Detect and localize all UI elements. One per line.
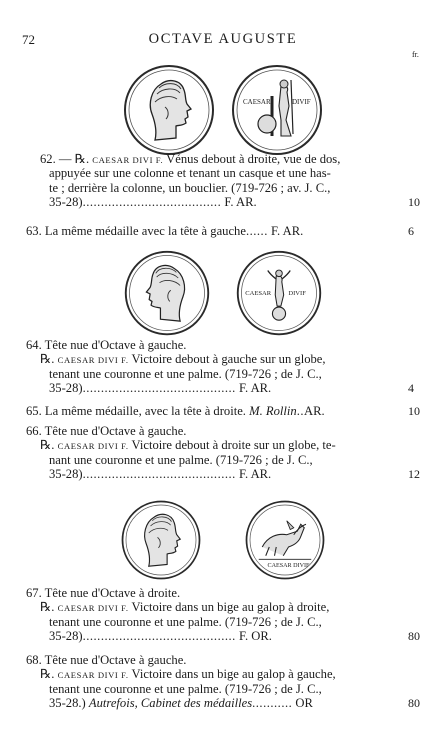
coin-head-left-icon xyxy=(122,248,212,338)
page-number: 72 xyxy=(22,32,35,47)
obverse-description: Tête nue d'Octave à gauche. xyxy=(44,653,187,667)
catalog-entry-65 xyxy=(26,404,420,418)
grade: F. OR. xyxy=(238,628,272,643)
grade: F. AR. xyxy=(224,194,257,209)
grade: F. AR. xyxy=(238,466,272,481)
leader-dots: .......................................... xyxy=(82,466,236,481)
reverse-symbol: ℞. xyxy=(40,352,55,367)
coin-pair-1 xyxy=(0,62,446,158)
running-head: OCTAVE AUGUSTE xyxy=(148,31,298,47)
currency-column-label: fr. xyxy=(412,50,419,59)
coin-legend: CAESAR DIVI F. xyxy=(57,670,129,681)
leader-dots: .......................................... xyxy=(82,628,236,643)
coin-legend: CAESAR DIVI F. xyxy=(57,355,129,366)
price: 12 xyxy=(408,466,420,481)
catalog-entry-67 xyxy=(26,586,420,643)
entry-number: 68. xyxy=(26,653,42,667)
coin-legend: CAESAR DIVI F. xyxy=(57,441,129,452)
leader-dots: ........... xyxy=(252,695,293,710)
coin-2-legend-left: CAESAR xyxy=(245,289,272,297)
coin-2-legend-right: DIVIF xyxy=(288,289,306,297)
description-line-2: tenant une couronne et une palme. (719-726 ; de J. C., xyxy=(49,614,322,629)
date-range: 35-28) xyxy=(49,466,83,481)
entry-number: 66. xyxy=(26,424,42,438)
reverse-symbol: ℞. xyxy=(40,438,55,453)
date-range: 35-28) xyxy=(49,628,83,643)
price: 10 xyxy=(408,194,420,209)
reverse-symbol: ℞. xyxy=(40,600,55,615)
grade: F. AR. xyxy=(238,380,272,395)
catalog-entry-62 xyxy=(26,152,420,209)
coin-pair-3 xyxy=(0,498,446,582)
entry-number: 62. xyxy=(40,152,56,166)
reverse-symbol: ℞. xyxy=(40,667,55,682)
date-range: 35-28) xyxy=(49,380,83,395)
coin-1-legend-right: DIVIF xyxy=(292,98,311,106)
leader-dots: ...................................... xyxy=(82,194,222,209)
obverse-description: Tête nue d'Octave à droite. xyxy=(44,586,181,600)
coin-legend: CAESAR DIVI F. xyxy=(57,603,129,614)
price: 80 xyxy=(408,695,420,710)
catalog-entry-63 xyxy=(26,224,416,238)
price: 6 xyxy=(408,224,414,238)
description-line-2: nant une couronne et une palme. (719-726 ; de J. C., xyxy=(49,452,313,467)
coin-1-legend-left: CAESAR xyxy=(243,98,271,106)
description-line-2: appuyée sur une colonne et tenant un casque et une has- xyxy=(49,166,331,181)
coin-victory-biga-icon xyxy=(243,498,327,582)
description-line-1: Victoire debout à gauche sur un globe, xyxy=(131,352,326,367)
leader-dots: ...... xyxy=(245,224,268,238)
entry-number: 64. xyxy=(26,338,42,352)
catalog-entry-66 xyxy=(26,424,420,481)
coin-venus-column-icon xyxy=(229,62,325,158)
dash: — xyxy=(58,152,72,166)
description-line-1: Victoire debout à droite sur un globe, te- xyxy=(131,438,336,453)
entry-number: 65. xyxy=(26,404,42,418)
source: M. Rollin xyxy=(249,404,297,418)
date-range: 35-28) xyxy=(49,194,83,209)
description-line-1: Victoire dans un bige au galop à gauche, xyxy=(131,667,336,682)
grade: F. AR. xyxy=(271,224,304,238)
date-range: 35-28.) xyxy=(49,695,86,710)
description-line-1: Victoire dans un bige au galop à droite, xyxy=(131,600,330,615)
catalog-entry-68 xyxy=(26,653,420,710)
entry-number: 67. xyxy=(26,586,42,600)
description-line-2: tenant une couronne et une palme. (719-726 ; de J. C., xyxy=(49,681,322,696)
description: La même médaille avec la tête à gauche xyxy=(44,224,246,238)
catalog-entry-64 xyxy=(26,338,416,395)
price: 4 xyxy=(408,380,414,395)
coin-pair-2 xyxy=(0,248,446,338)
obverse-description: Tête nue d'Octave à gauche. xyxy=(44,338,187,352)
description-line-3: te ; derrière la colonne, un bouclier. (719-726 ; av. J. C., xyxy=(49,180,331,195)
reverse-symbol: ℞. xyxy=(74,152,90,166)
description-line-1: Vénus debout à droite, vue de dos, xyxy=(166,152,341,166)
coin-victory-globe-icon xyxy=(234,248,324,338)
description: La même médaille, avec la tête à droite. xyxy=(44,404,246,418)
coin-head-right-icon xyxy=(119,498,203,582)
leader-dots: .......................................... xyxy=(82,380,236,395)
description-line-2: tenant une couronne et une palme. (719-726 ; de J. C., xyxy=(49,366,322,381)
grade: AR. xyxy=(303,404,325,418)
provenance: Autrefois, Cabinet des médailles xyxy=(88,695,253,710)
leader-dots: .. xyxy=(296,404,304,418)
entry-number: 63. xyxy=(26,224,42,238)
coin-3-legend-exergue: CAESAR DIVIF xyxy=(267,563,310,570)
price: 80 xyxy=(408,628,420,643)
coin-legend: CAESAR DIVI F. xyxy=(92,155,164,165)
price: 10 xyxy=(408,404,420,418)
grade: OR xyxy=(295,695,313,710)
obverse-description: Tête nue d'Octave à gauche. xyxy=(44,424,187,438)
coin-head-right-icon xyxy=(121,62,217,158)
